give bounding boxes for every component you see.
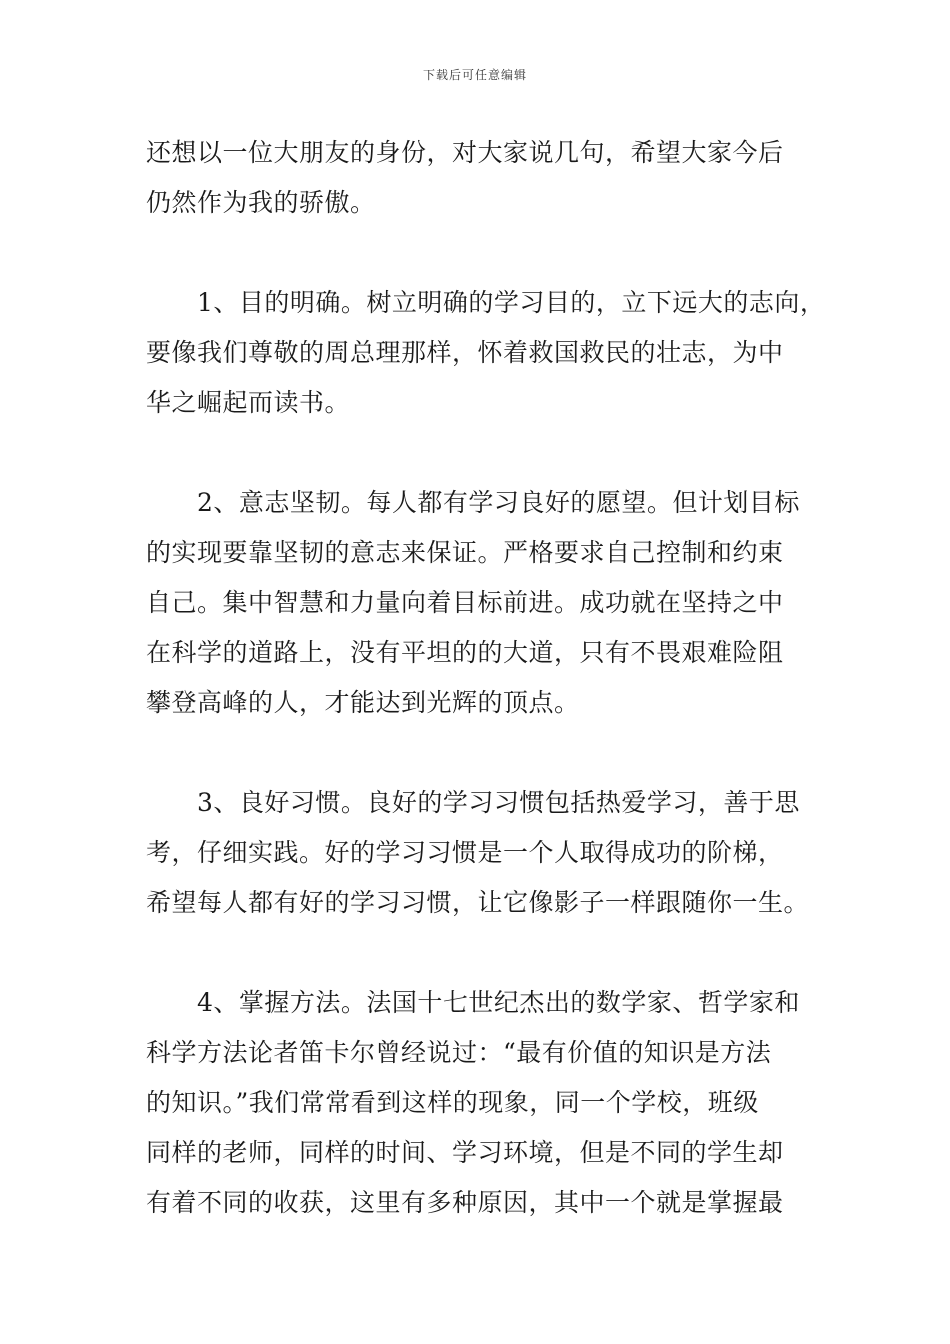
text-line: 希望每人都有好的学习习惯，让它像影子一样跟随你一生。 [146, 888, 810, 917]
text-line: 华之崛起而读书。 [146, 388, 351, 417]
text-line: 同样的老师，同样的时间、学习环境，但是不同的学生却 [146, 1138, 784, 1167]
paragraph-gap [146, 428, 811, 478]
text-line: 考，仔细实践。好的学习习惯是一个人取得成功的阶梯， [146, 838, 784, 867]
paragraph-goal [146, 278, 826, 428]
text-line: 攀登高峰的人，才能达到光辉的顶点。 [146, 688, 580, 717]
text-line: 科学方法论者笛卡尔曾经说过：“最有价值的知识是方法 [146, 1038, 772, 1067]
text-line: 4、掌握方法。法国十七世纪杰出的数学家、哲学家和 [146, 988, 800, 1017]
text-line: 的实现要靠坚韧的意志来保证。严格要求自己控制和约束 [146, 538, 784, 567]
paragraph-habits [146, 778, 811, 928]
paragraph-methods [146, 978, 811, 1228]
text-line: 1、目的明确。树立明确的学习目的，立下远大的志向， [146, 288, 826, 317]
text-line: 有着不同的收获，这里有多种原因，其中一个就是掌握最 [146, 1188, 784, 1217]
text-line: 3、良好习惯。良好的学习习惯包括热爱学习，善于思 [146, 788, 800, 817]
text-line: 2、意志坚韧。每人都有学习良好的愿望。但计划目标 [146, 488, 800, 517]
text-line: 仍然作为我的骄傲。 [146, 188, 376, 217]
text-line: 还想以一位大朋友的身份，对大家说几句，希望大家今后 [146, 138, 784, 167]
text-line: 自己。集中智慧和力量向着目标前进。成功就在坚持之中 [146, 588, 784, 617]
paragraph-will [146, 478, 811, 728]
paragraph-gap [146, 728, 811, 778]
paragraph-gap [146, 928, 811, 978]
text-line: 的知识。”我们常常看到这样的现象，同一个学校，班级 [146, 1088, 759, 1117]
header-note: 下载后可任意编辑 [422, 68, 527, 82]
text-line: 要像我们尊敬的周总理那样，怀着救国救民的壮志，为中 [146, 338, 784, 367]
document-body [146, 128, 826, 1228]
paragraph-intro [146, 128, 811, 228]
paragraph-gap [146, 228, 811, 278]
text-line: 在科学的道路上，没有平坦的的大道，只有不畏艰难险阻 [146, 638, 784, 667]
